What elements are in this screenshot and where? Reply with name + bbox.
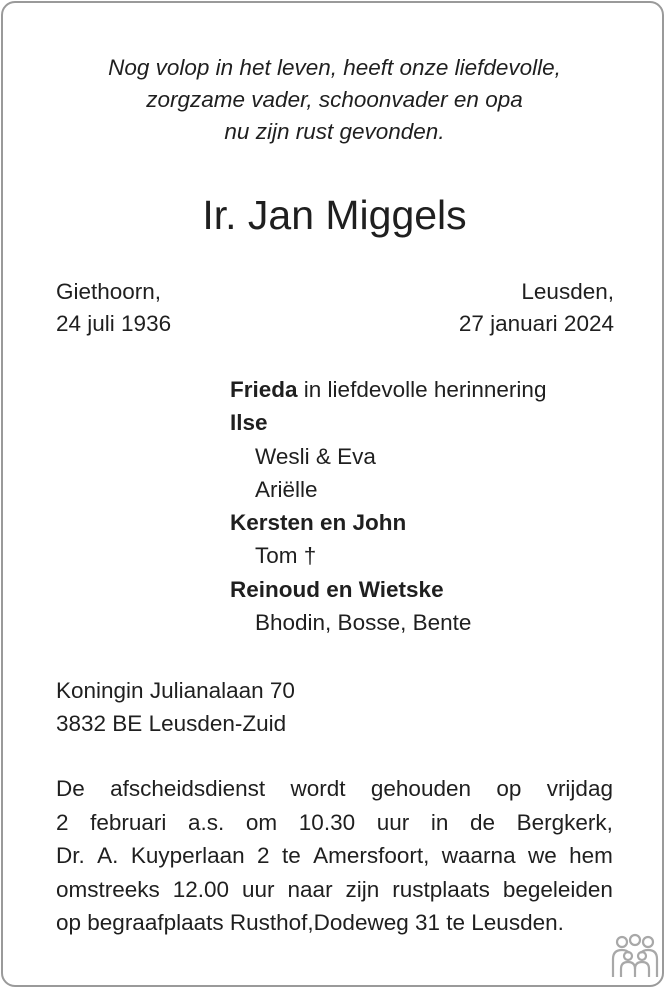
service-word: waarna — [441, 843, 516, 868]
address-street: Koningin Julianalaan 70 — [56, 678, 295, 703]
birth-info — [56, 276, 171, 340]
service-word: uur — [242, 876, 275, 902]
death-date: 27 januari 2024 — [458, 311, 614, 336]
intro-line: nu zijn rust gevonden. — [224, 119, 445, 144]
service-line — [56, 806, 613, 840]
intro-text — [0, 52, 669, 148]
service-word: a.s. — [188, 809, 225, 835]
service-word: begeleiden — [502, 876, 613, 902]
service-word: de — [469, 809, 496, 835]
service-word: gehouden — [370, 776, 471, 801]
service-line — [56, 873, 613, 907]
grandchild-line: Wesli & Eva — [255, 443, 376, 469]
service-details — [56, 772, 613, 940]
service-word: wordt — [290, 776, 346, 801]
family-member: Ilse — [230, 410, 268, 436]
service-word: Amersfoort, — [313, 843, 430, 868]
service-word: februari — [90, 809, 167, 835]
service-word: te — [281, 843, 301, 868]
service-word: in — [430, 809, 449, 835]
service-line — [56, 839, 613, 873]
spouse-line — [230, 373, 546, 406]
grandchild-line: Tom † — [255, 543, 317, 569]
grandchild-line: Bhodin, Bosse, Bente — [255, 610, 472, 636]
service-word: naar — [287, 876, 333, 902]
intro-line: Nog volop in het leven, heeft onze liefdevolle, — [108, 55, 561, 80]
service-word: 12.00 — [172, 876, 230, 902]
service-line — [56, 772, 613, 806]
address-block — [56, 674, 295, 740]
service-word: De — [56, 776, 85, 801]
service-line: op begraafplaats Rusthof,Dodeweg 31 te Leusden. — [56, 910, 564, 935]
birth-date: 24 juli 1936 — [56, 311, 172, 336]
service-word: A. — [97, 843, 119, 868]
service-word: we — [527, 843, 557, 868]
service-word: zijn — [345, 876, 380, 902]
service-word: afscheidsdienst — [110, 776, 266, 801]
service-word: Kuyperlaan — [130, 843, 245, 868]
service-word: Bergkerk, — [516, 809, 613, 835]
deceased-name: Ir. Jan Miggels — [202, 192, 467, 238]
service-word: 2 — [56, 809, 69, 835]
death-place: Leusden, — [521, 279, 614, 304]
service-word: op — [496, 776, 522, 801]
service-word: om — [245, 809, 278, 835]
address-city: 3832 BE Leusden-Zuid — [56, 711, 287, 736]
intro-line: zorgzame vader, schoonvader en opa — [146, 87, 523, 112]
family-people-icon — [608, 933, 662, 981]
grandchild-line: Ariëlle — [255, 476, 318, 502]
service-word: rustplaats — [392, 876, 490, 902]
service-word: Dr. — [56, 843, 85, 868]
death-info — [459, 276, 614, 340]
family-member: Reinoud en Wietske — [230, 576, 444, 602]
spouse-name: Frieda — [230, 377, 298, 402]
birth-place: Giethoorn, — [56, 279, 162, 304]
family-list — [230, 373, 546, 639]
service-word: vrijdag — [546, 776, 613, 801]
family-member: Kersten en John — [230, 510, 407, 536]
service-word: 2 — [257, 843, 270, 868]
service-word: omstreeks — [56, 876, 160, 902]
service-word: uur — [376, 809, 410, 835]
service-word: hem — [569, 843, 613, 868]
spouse-note: in liefdevolle herinnering — [303, 377, 547, 402]
service-word: 10.30 — [298, 809, 356, 835]
